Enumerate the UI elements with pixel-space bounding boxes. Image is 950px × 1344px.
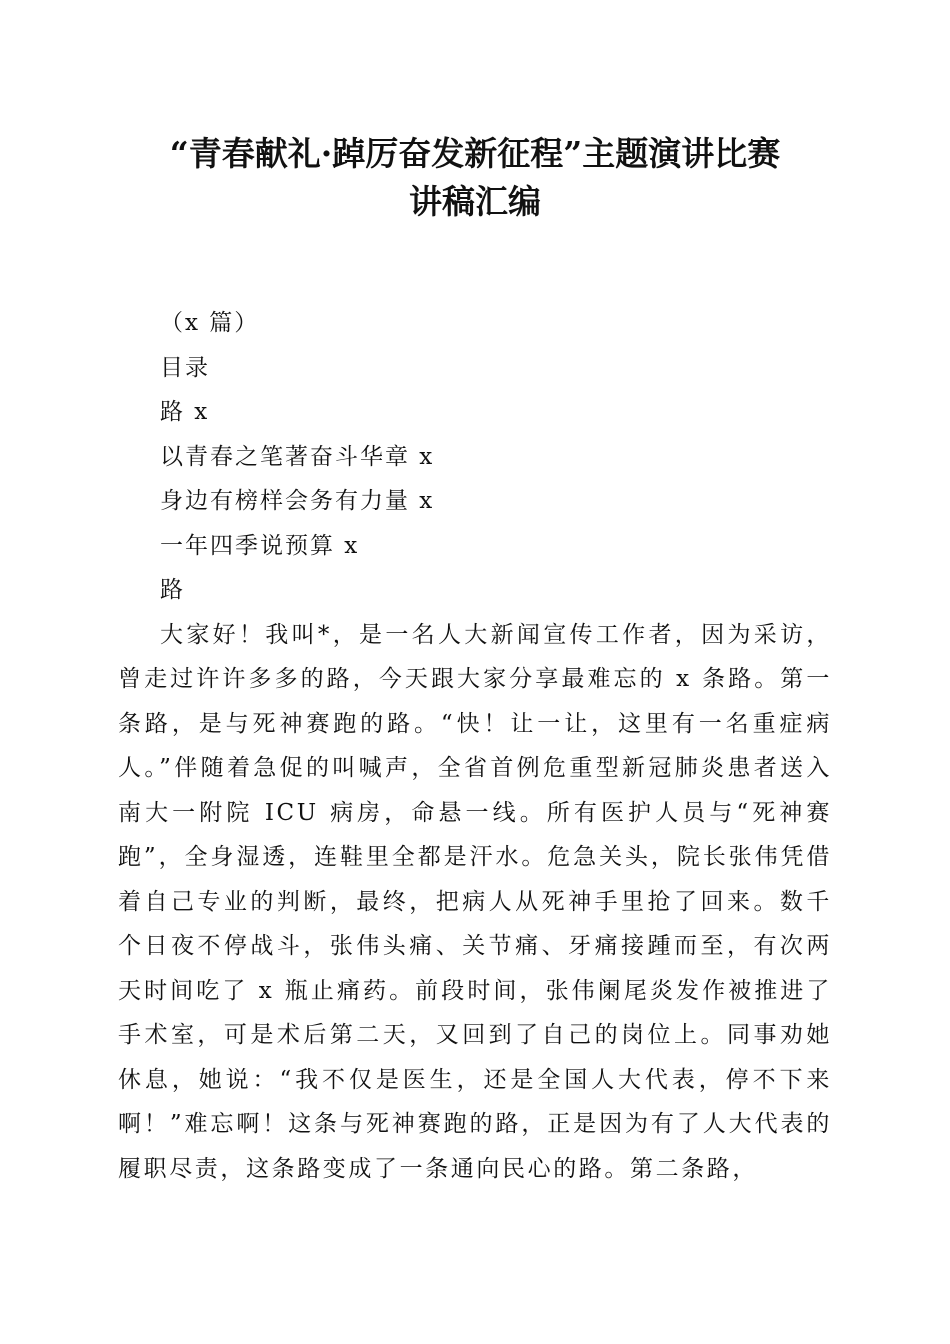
title-line-1: “青春献礼·踔厉奋发新征程”主题演讲比赛 <box>169 134 781 173</box>
toc-heading: 目录 <box>160 354 210 381</box>
section-heading: 路 <box>160 577 185 603</box>
count-note: （x 篇） <box>160 310 260 336</box>
toc-item: 身边有榜样会务有力量 x <box>160 488 435 514</box>
document-title <box>118 130 832 226</box>
toc-item: 以青春之笔著奋斗华章 x <box>160 443 435 470</box>
body-paragraph: 大家好！我叫*，是一名人大新闻宣传工作者，因为采访，曾走过许许多多的路，今天跟大家分享最难忘的 x 条路。第一条路，是与死神赛跑的路。“快！让一让，这里有一名重症病人。”伴随着急促的叫喊声，全省首例危重型新冠肺炎患者送入南大一附院 ICU 病房，命悬一线。所有医护人员与“死神赛跑”，全身湿透，连鞋里全都是汗水。危急关头，院长张伟凭借着自己专业的判断，最终，把病人从死神手里抢了回来。数千个日夜不停战斗，张伟头痛、关节痛、牙痛接踵而至，有次两天时间吃了 x 瓶止痛药。前段时间，张伟阑尾炎发作被推进了手术室，可是术后第二天，又回到了自己的岗位上。同事劝她休息，她说：“我不仅是医生，还是全国人大代表，停不下来啊！”难忘啊！这条与死神赛跑的路，正是因为有了人大代表的履职尽责，这条路变成了一条通向民心的路。第二条路， <box>118 621 832 1182</box>
toc-item: 路 x <box>160 399 210 425</box>
toc-item: 一年四季说预算 x <box>160 532 360 559</box>
title-line-2: 讲稿汇编 <box>409 182 541 221</box>
document-front-matter <box>118 301 832 613</box>
